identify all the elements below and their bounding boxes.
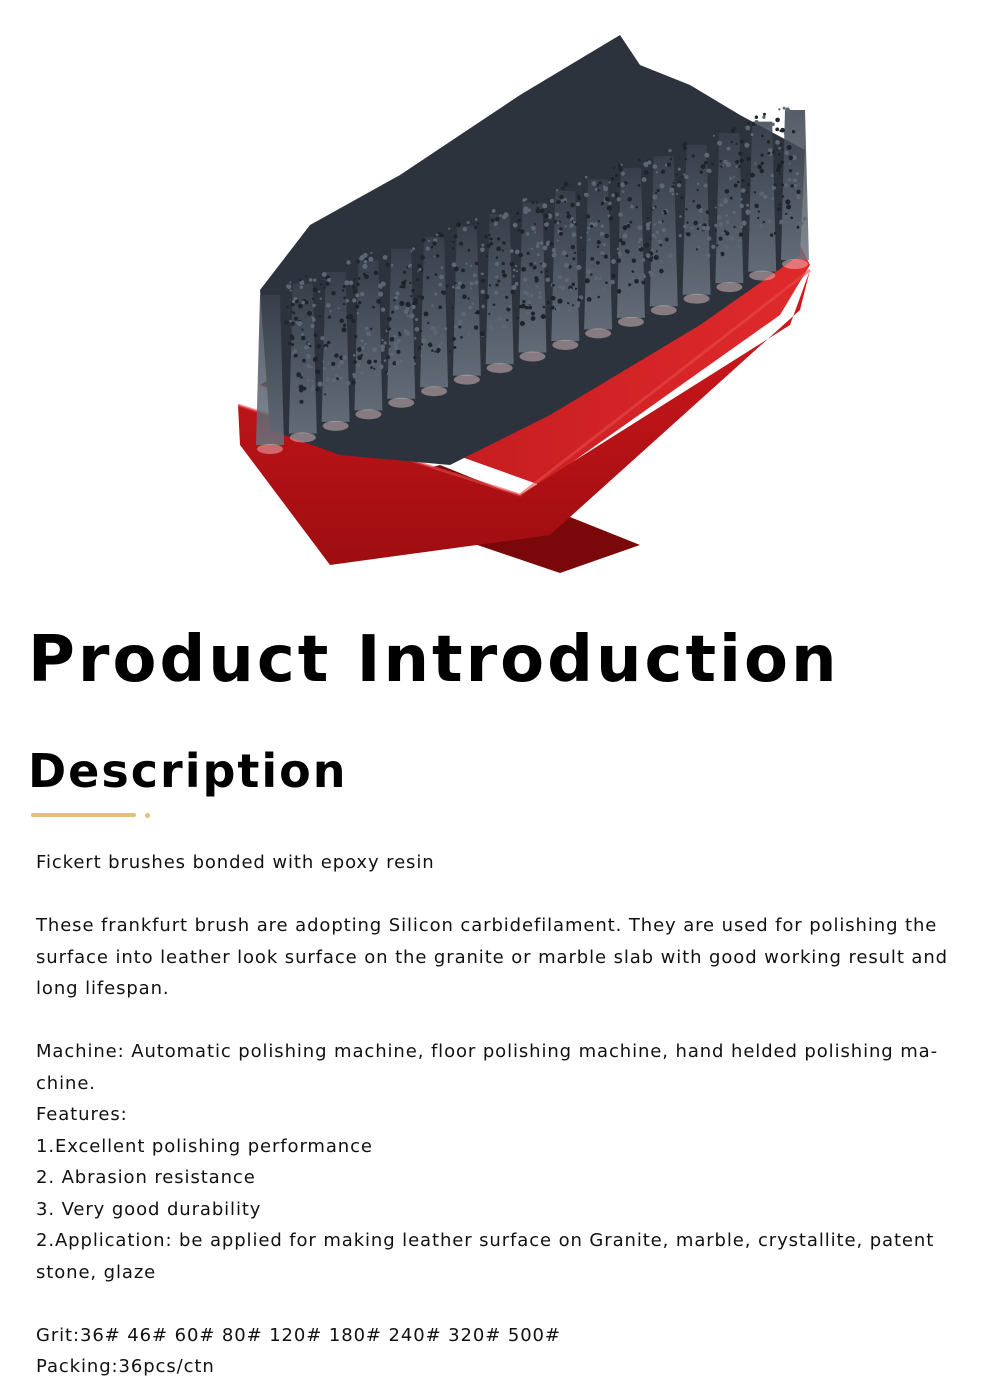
section-title-description: Description [28, 744, 348, 798]
page-title: Product Introduction [28, 623, 840, 697]
details-text: These frankfurt brush are adopting Silicon carbidefilament. They are used for polishing the surface into leather look surface on the granite or marble slab with good working result and long lifespan. [36, 915, 948, 999]
packing-text: Packing:36pcs/ctn [36, 1356, 215, 1377]
features-label: Features: [36, 1104, 128, 1125]
description-body [36, 847, 956, 1383]
machine-text: Machine: Automatic polishing machine, floor polishing machine, hand helded polishing ma-chine. [36, 1041, 938, 1094]
grit-text: Grit:36# 46# 60# 80# 120# 180# 240# 320# 500# [36, 1324, 561, 1346]
feature-item: 3. Very good durability [36, 1198, 262, 1220]
application-text: 2.Application: be applied for making leather surface on Granite, marble, crystallite, patent stone, glaze [36, 1230, 935, 1283]
section-underline-bar [31, 813, 136, 817]
section-underline-dot [145, 813, 150, 818]
product-image [220, 25, 820, 585]
intro-text: Fickert brushes bonded with epoxy resin [36, 852, 435, 873]
feature-item: 1.Excellent polishing performance [36, 1135, 373, 1157]
feature-item: 2. Abrasion resistance [36, 1167, 256, 1188]
